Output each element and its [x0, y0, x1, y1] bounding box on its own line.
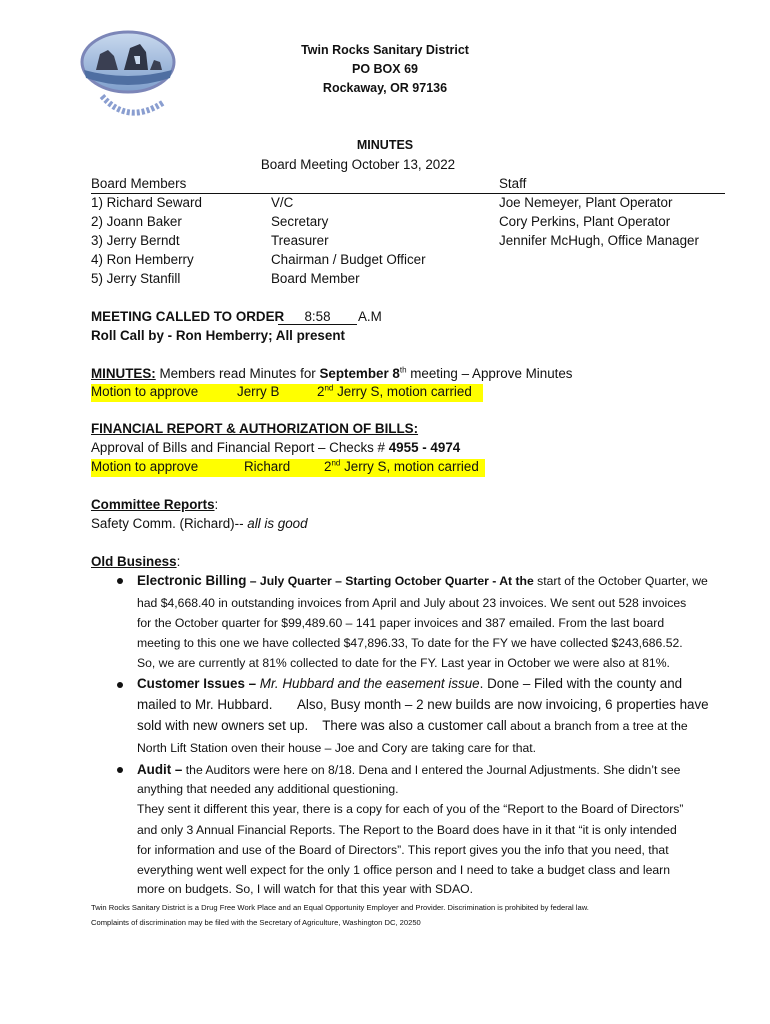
- meeting-date: Board Meeting October 13, 2022: [260, 157, 456, 172]
- audit-line: more on budgets. So, I will watch for that this year with SDAO.: [137, 882, 473, 896]
- board-role: V/C: [271, 195, 294, 210]
- board-members-heading: Board Members: [91, 176, 187, 191]
- district-po-box: PO BOX 69: [352, 62, 418, 76]
- staff-member: Joe Nemeyer, Plant Operator: [499, 195, 673, 210]
- district-logo: [74, 26, 182, 128]
- billing-line: had $4,668.40 in outstanding invoices from April and July about 23 invoices. We sent out 528 invoices: [137, 596, 687, 610]
- customer-line: sold with new owners set up. There was also a customer call about a branch from a tree at the: [137, 718, 688, 733]
- committee-heading: Committee Reports:: [91, 497, 219, 512]
- board-member: 2) Joann Baker: [91, 214, 182, 229]
- audit-line: for information and use of the Board of Directors”. This report gives you the info that you need, that: [137, 843, 669, 857]
- customer-line: North Lift Station oven their house – Joe and Cory are taking care for that.: [137, 741, 537, 755]
- board-member: 4) Ron Hemberry: [91, 252, 194, 267]
- customer-line: Also, Busy month – 2 new builds are now invoicing, 6 properties have: [297, 697, 709, 712]
- called-to-order-label: MEETING CALLED TO ORDER: [91, 309, 285, 324]
- customer-line: Customer Issues – Mr. Hubbard and the easement issue. Done – Filed with the county and: [137, 676, 683, 691]
- footer-line: Twin Rocks Sanitary District is a Drug Free Work Place and an Equal Opportunity Employer and Provider. Discrimination is prohibited by federal law.: [91, 903, 589, 912]
- financial-heading: FINANCIAL REPORT & AUTHORIZATION OF BILLS:: [91, 421, 419, 436]
- district-name: Twin Rocks Sanitary District: [301, 43, 469, 57]
- minutes-label: MINUTES:: [91, 366, 156, 381]
- board-role: Chairman / Budget Officer: [271, 252, 426, 267]
- financial-text: Approval of Bills and Financial Report – Checks # 4955 - 4974: [91, 440, 461, 455]
- customer-line: mailed to Mr. Hubbard.: [137, 697, 273, 712]
- financial-motion: Motion to approve Richard 2nd Jerry S, motion carried: [91, 459, 485, 477]
- board-role: Board Member: [271, 271, 360, 286]
- bullet-icon: [117, 767, 123, 773]
- bullet-icon: [117, 682, 123, 688]
- staff-heading: Staff: [499, 176, 527, 191]
- billing-line: meeting to this one we have collected $47,896.33, To date for the FY we have collected $243,686.52.: [137, 636, 683, 650]
- old-business-heading: Old Business:: [91, 554, 181, 569]
- called-to-order-time: 8:58: [278, 309, 357, 325]
- minutes-title: MINUTES: [356, 138, 414, 152]
- minutes-motion: Motion to approve Jerry B 2nd Jerry S, motion carried: [91, 384, 483, 402]
- billing-line: Electronic Billing – July Quarter – Starting October Quarter - At the start of the October Quarter, we: [137, 573, 708, 588]
- heading-rule: [91, 193, 725, 194]
- audit-line: Audit – the Auditors were here on 8/18. Dena and I entered the Journal Adjustments. She didn’t see: [137, 762, 681, 777]
- bullet-icon: [117, 578, 123, 584]
- board-member: 5) Jerry Stanfill: [91, 271, 181, 286]
- audit-line: everything went well expect for the only 1 office person and I need to take a budget class and learn: [137, 863, 670, 877]
- district-city: Rockaway, OR 97136: [322, 81, 448, 95]
- billing-line: for the October quarter for $99,489.60 – 141 paper invoices and 387 emailed. From the last board: [137, 616, 665, 630]
- board-role: Secretary: [271, 214, 329, 229]
- committee-safety: Safety Comm. (Richard)-- all is good: [91, 516, 308, 531]
- board-member: 1) Richard Seward: [91, 195, 202, 210]
- audit-line: They sent it different this year, there is a copy for each of you of the “Report to the Board of Directors”: [137, 802, 684, 816]
- audit-line: anything that needed any additional questioning.: [137, 782, 399, 796]
- board-role: Treasurer: [271, 233, 329, 248]
- staff-member: Jennifer McHugh, Office Manager: [499, 233, 699, 248]
- roll-call: Roll Call by - Ron Hemberry; All present: [91, 328, 345, 343]
- minutes-line: MINUTES: Members read Minutes for September 8th meeting – Approve Minutes: [91, 365, 573, 381]
- footer-line: Complaints of discrimination may be filed with the Secretary of Agriculture, Washington DC, 20250: [91, 918, 421, 927]
- billing-line: So, we are currently at 81% collected to date for the FY. Last year in October we were also at 81%.: [137, 656, 670, 670]
- called-to-order-ampm: A.M: [358, 309, 382, 324]
- board-member: 3) Jerry Berndt: [91, 233, 180, 248]
- audit-line: and only 3 Annual Financial Reports. The Report to the Board does have in it that “it is only intended: [137, 823, 677, 837]
- staff-member: Cory Perkins, Plant Operator: [499, 214, 671, 229]
